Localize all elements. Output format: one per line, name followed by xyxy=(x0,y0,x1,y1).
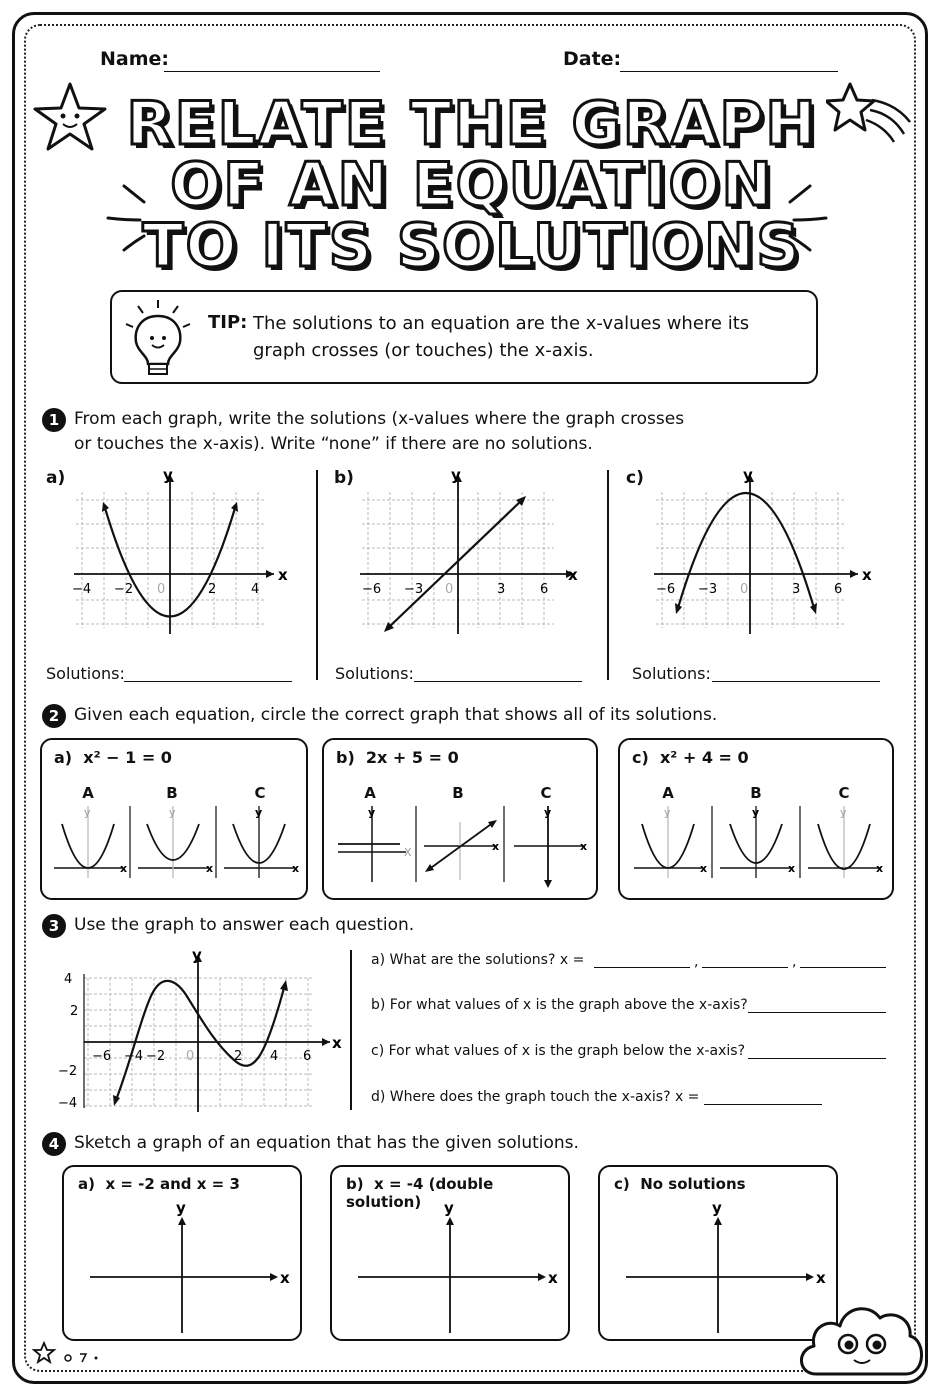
q2a-graph-b[interactable] xyxy=(138,806,213,878)
question-4-text: Sketch a graph of an equation that has the given solutions. xyxy=(74,1133,579,1153)
q1b-xtick: 0 xyxy=(445,582,454,597)
q1-graph-c xyxy=(650,462,890,642)
svg-text:x: x xyxy=(120,862,128,875)
q2b-graph-b[interactable] xyxy=(424,820,499,880)
q2-box-c xyxy=(618,738,894,900)
q3b-answer[interactable] xyxy=(748,995,886,1013)
svg-text:x: x xyxy=(876,862,884,875)
q2a-graph-c[interactable] xyxy=(224,806,299,878)
q1a-xtick: 2 xyxy=(208,582,217,597)
q1-graph-a xyxy=(66,462,296,642)
q4c-x-axis-label: x xyxy=(816,1269,826,1287)
q1c-xtick: −6 xyxy=(656,582,676,597)
q2a-option-a-label: A xyxy=(82,784,94,802)
title-line-2: OF AN EQUATION xyxy=(170,150,774,220)
q2a-option-b-label: B xyxy=(166,784,178,802)
title-line-3: TO ITS SOLUTIONS xyxy=(142,211,802,281)
q1a-y-axis-label: y xyxy=(163,466,173,484)
svg-text:y: y xyxy=(169,806,176,819)
question-2-number: 2 xyxy=(42,704,66,728)
q3c-answer[interactable] xyxy=(748,1041,886,1059)
question-2-text: Given each equation, circle the correct graph that shows all of its solutions. xyxy=(74,705,718,725)
q4b-text: x = -4 (double solution) xyxy=(346,1175,494,1211)
q2-box-b xyxy=(322,738,598,900)
small-star-icon xyxy=(32,1340,112,1368)
q1b-xtick: 3 xyxy=(497,582,506,597)
q3-x-axis-label: x xyxy=(332,1034,342,1052)
q1b-x-axis-label: x xyxy=(568,566,578,584)
q3-xtick: 2 xyxy=(234,1049,243,1064)
svg-text:x: x xyxy=(700,862,708,875)
question-3-number: 3 xyxy=(42,914,66,938)
question-1-line-1: From each graph, write the solutions (x-values where the graph crosses xyxy=(74,409,685,429)
svg-text:x: x xyxy=(580,840,588,853)
question-1-number: 1 xyxy=(42,408,66,432)
q3-y-axis-label: y xyxy=(192,946,202,964)
q4c-text: No solutions xyxy=(640,1175,746,1193)
q1b-xtick: 6 xyxy=(540,582,549,597)
q2b-option-c-label: C xyxy=(540,784,552,802)
q2a-option-graphs xyxy=(50,802,302,880)
q1c-xtick: 3 xyxy=(792,582,801,597)
q3d-answer[interactable] xyxy=(704,1087,822,1105)
q1b-solutions-label: Solutions: xyxy=(335,664,414,683)
svg-text:x: x xyxy=(206,862,214,875)
q3-ytick: 4 xyxy=(64,972,73,987)
q3-divider xyxy=(350,950,352,1110)
q2b-equation: 2x + 5 = 0 xyxy=(365,748,459,767)
q1b-y-axis-label: y xyxy=(451,466,461,484)
q3-ytick: −2 xyxy=(58,1064,78,1079)
svg-text:x: x xyxy=(492,840,500,853)
q3-question-a: a) What are the solutions? x = xyxy=(371,952,585,968)
q2a-label: a) xyxy=(54,748,73,767)
q3a-answer-1[interactable] xyxy=(594,950,690,968)
q3-xtick: −2 xyxy=(146,1049,166,1064)
tip-label: TIP: xyxy=(208,312,248,333)
q1c-xtick: −3 xyxy=(698,582,718,597)
q2c-graph-a[interactable] xyxy=(634,806,707,878)
q3-xtick: 4 xyxy=(270,1049,279,1064)
q3-question-b: b) For what values of x is the graph above the x-axis? xyxy=(371,997,748,1013)
q1c-y-axis-label: y xyxy=(743,466,753,484)
q3-xtick: −6 xyxy=(92,1049,112,1064)
question-1-line-2: or touches the x-axis). Write “none” if there are no solutions. xyxy=(74,434,593,454)
q4b-x-axis-label: x xyxy=(548,1269,558,1287)
q3-curve xyxy=(116,981,284,1100)
q1a-xtick: −2 xyxy=(114,582,134,597)
q4a-axes xyxy=(84,1197,296,1337)
question-3-text: Use the graph to answer each question. xyxy=(74,915,415,935)
q1a-xtick: 4 xyxy=(251,582,260,597)
q1-part-c-label: c) xyxy=(626,468,644,488)
q4b-label: b) xyxy=(346,1175,364,1193)
svg-text:y: y xyxy=(840,806,847,819)
q1c-solutions-field[interactable] xyxy=(712,664,880,682)
svg-text:y: y xyxy=(255,806,263,819)
q2a-equation: x² − 1 = 0 xyxy=(83,748,172,767)
tip-line-1: The solutions to an equation are the x-values where its xyxy=(253,313,750,334)
q3-graph xyxy=(44,944,344,1114)
q4b-axes xyxy=(352,1197,564,1337)
q1b-xtick: −6 xyxy=(362,582,382,597)
q1b-solutions-field[interactable] xyxy=(414,664,582,682)
q2-box-a xyxy=(40,738,308,900)
q2b-graph-c[interactable] xyxy=(514,806,587,888)
q1a-solutions-field[interactable] xyxy=(124,664,292,682)
q2a-option-c-label: C xyxy=(254,784,266,802)
q1b-xtick: −3 xyxy=(404,582,424,597)
q2b-option-a-label: A xyxy=(364,784,376,802)
q2c-option-graphs xyxy=(628,802,890,882)
date-label: Date: xyxy=(563,48,622,70)
name-label: Name: xyxy=(100,48,170,70)
q3-ytick: 2 xyxy=(70,1004,79,1019)
q1-part-a-label: a) xyxy=(46,468,66,488)
svg-text:y: y xyxy=(84,806,91,819)
q3-xtick: −4 xyxy=(124,1049,144,1064)
tip-line-2: graph crosses (or touches) the x-axis. xyxy=(253,340,594,361)
cloud-mascot-icon xyxy=(796,1288,926,1380)
q2c-graph-b[interactable] xyxy=(720,806,795,878)
q2c-label: c) xyxy=(632,748,649,767)
q4-box-b[interactable] xyxy=(330,1165,570,1341)
q1b-line xyxy=(388,500,522,628)
q3-question-c: c) For what values of x is the graph below the x-axis? xyxy=(371,1043,746,1059)
svg-text:x: x xyxy=(788,862,796,875)
q2b-graph-a[interactable] xyxy=(338,806,412,882)
q1c-xtick: 0 xyxy=(740,582,749,597)
q2b-option-graphs xyxy=(332,802,592,888)
question-4-number: 4 xyxy=(42,1132,66,1156)
q2c-option-c-label: C xyxy=(838,784,850,802)
q4-box-a[interactable] xyxy=(62,1165,302,1341)
q1-part-b-label: b) xyxy=(334,468,354,488)
svg-text:y: y xyxy=(368,806,376,819)
q2c-option-a-label: A xyxy=(662,784,674,802)
q3a-answer-2[interactable] xyxy=(702,950,788,968)
q4a-text: x = -2 and x = 3 xyxy=(105,1175,240,1193)
q3-xtick: 0 xyxy=(186,1049,195,1064)
svg-text:y: y xyxy=(664,806,671,819)
date-field[interactable] xyxy=(620,52,838,72)
q1a-solutions-label: Solutions: xyxy=(46,664,125,683)
q1-divider-2 xyxy=(607,470,609,680)
q3-ytick: −4 xyxy=(58,1096,78,1111)
q3-xtick: 6 xyxy=(303,1049,312,1064)
svg-text:x: x xyxy=(292,862,300,875)
title-line-1: RELATE THE GRAPH xyxy=(126,89,818,159)
q3a-answer-3[interactable] xyxy=(800,950,886,968)
q4c-y-axis-label: y xyxy=(712,1199,722,1217)
q4a-x-axis-label: x xyxy=(280,1269,290,1287)
q2b-option-b-label: B xyxy=(452,784,464,802)
q2a-graph-a[interactable] xyxy=(54,806,127,878)
q2c-option-b-label: B xyxy=(750,784,762,802)
q1a-xtick: −4 xyxy=(72,582,92,597)
q2c-graph-c[interactable] xyxy=(808,806,883,878)
q1a-x-axis-label: x xyxy=(278,566,288,584)
svg-text:X: X xyxy=(404,846,412,859)
q4b-y-axis-label: y xyxy=(444,1199,454,1217)
svg-text:y: y xyxy=(544,806,552,819)
q4a-label: a) xyxy=(78,1175,95,1193)
lightbulb-icon xyxy=(122,298,194,380)
name-field[interactable] xyxy=(164,52,380,72)
q1-divider-1 xyxy=(316,470,318,680)
svg-text:y: y xyxy=(752,806,760,819)
tip-box xyxy=(110,290,818,384)
q3-question-d: d) Where does the graph touch the x-axis? x = xyxy=(371,1089,700,1105)
q1a-xtick: 0 xyxy=(157,582,166,597)
q2c-equation: x² + 4 = 0 xyxy=(659,748,749,767)
q2b-label: b) xyxy=(336,748,355,767)
q4a-y-axis-label: y xyxy=(176,1199,186,1217)
q1c-xtick: 6 xyxy=(834,582,843,597)
q1c-x-axis-label: x xyxy=(862,566,872,584)
q1c-solutions-label: Solutions: xyxy=(632,664,711,683)
q1-graph-b xyxy=(354,462,594,642)
q4c-label: c) xyxy=(614,1175,630,1193)
